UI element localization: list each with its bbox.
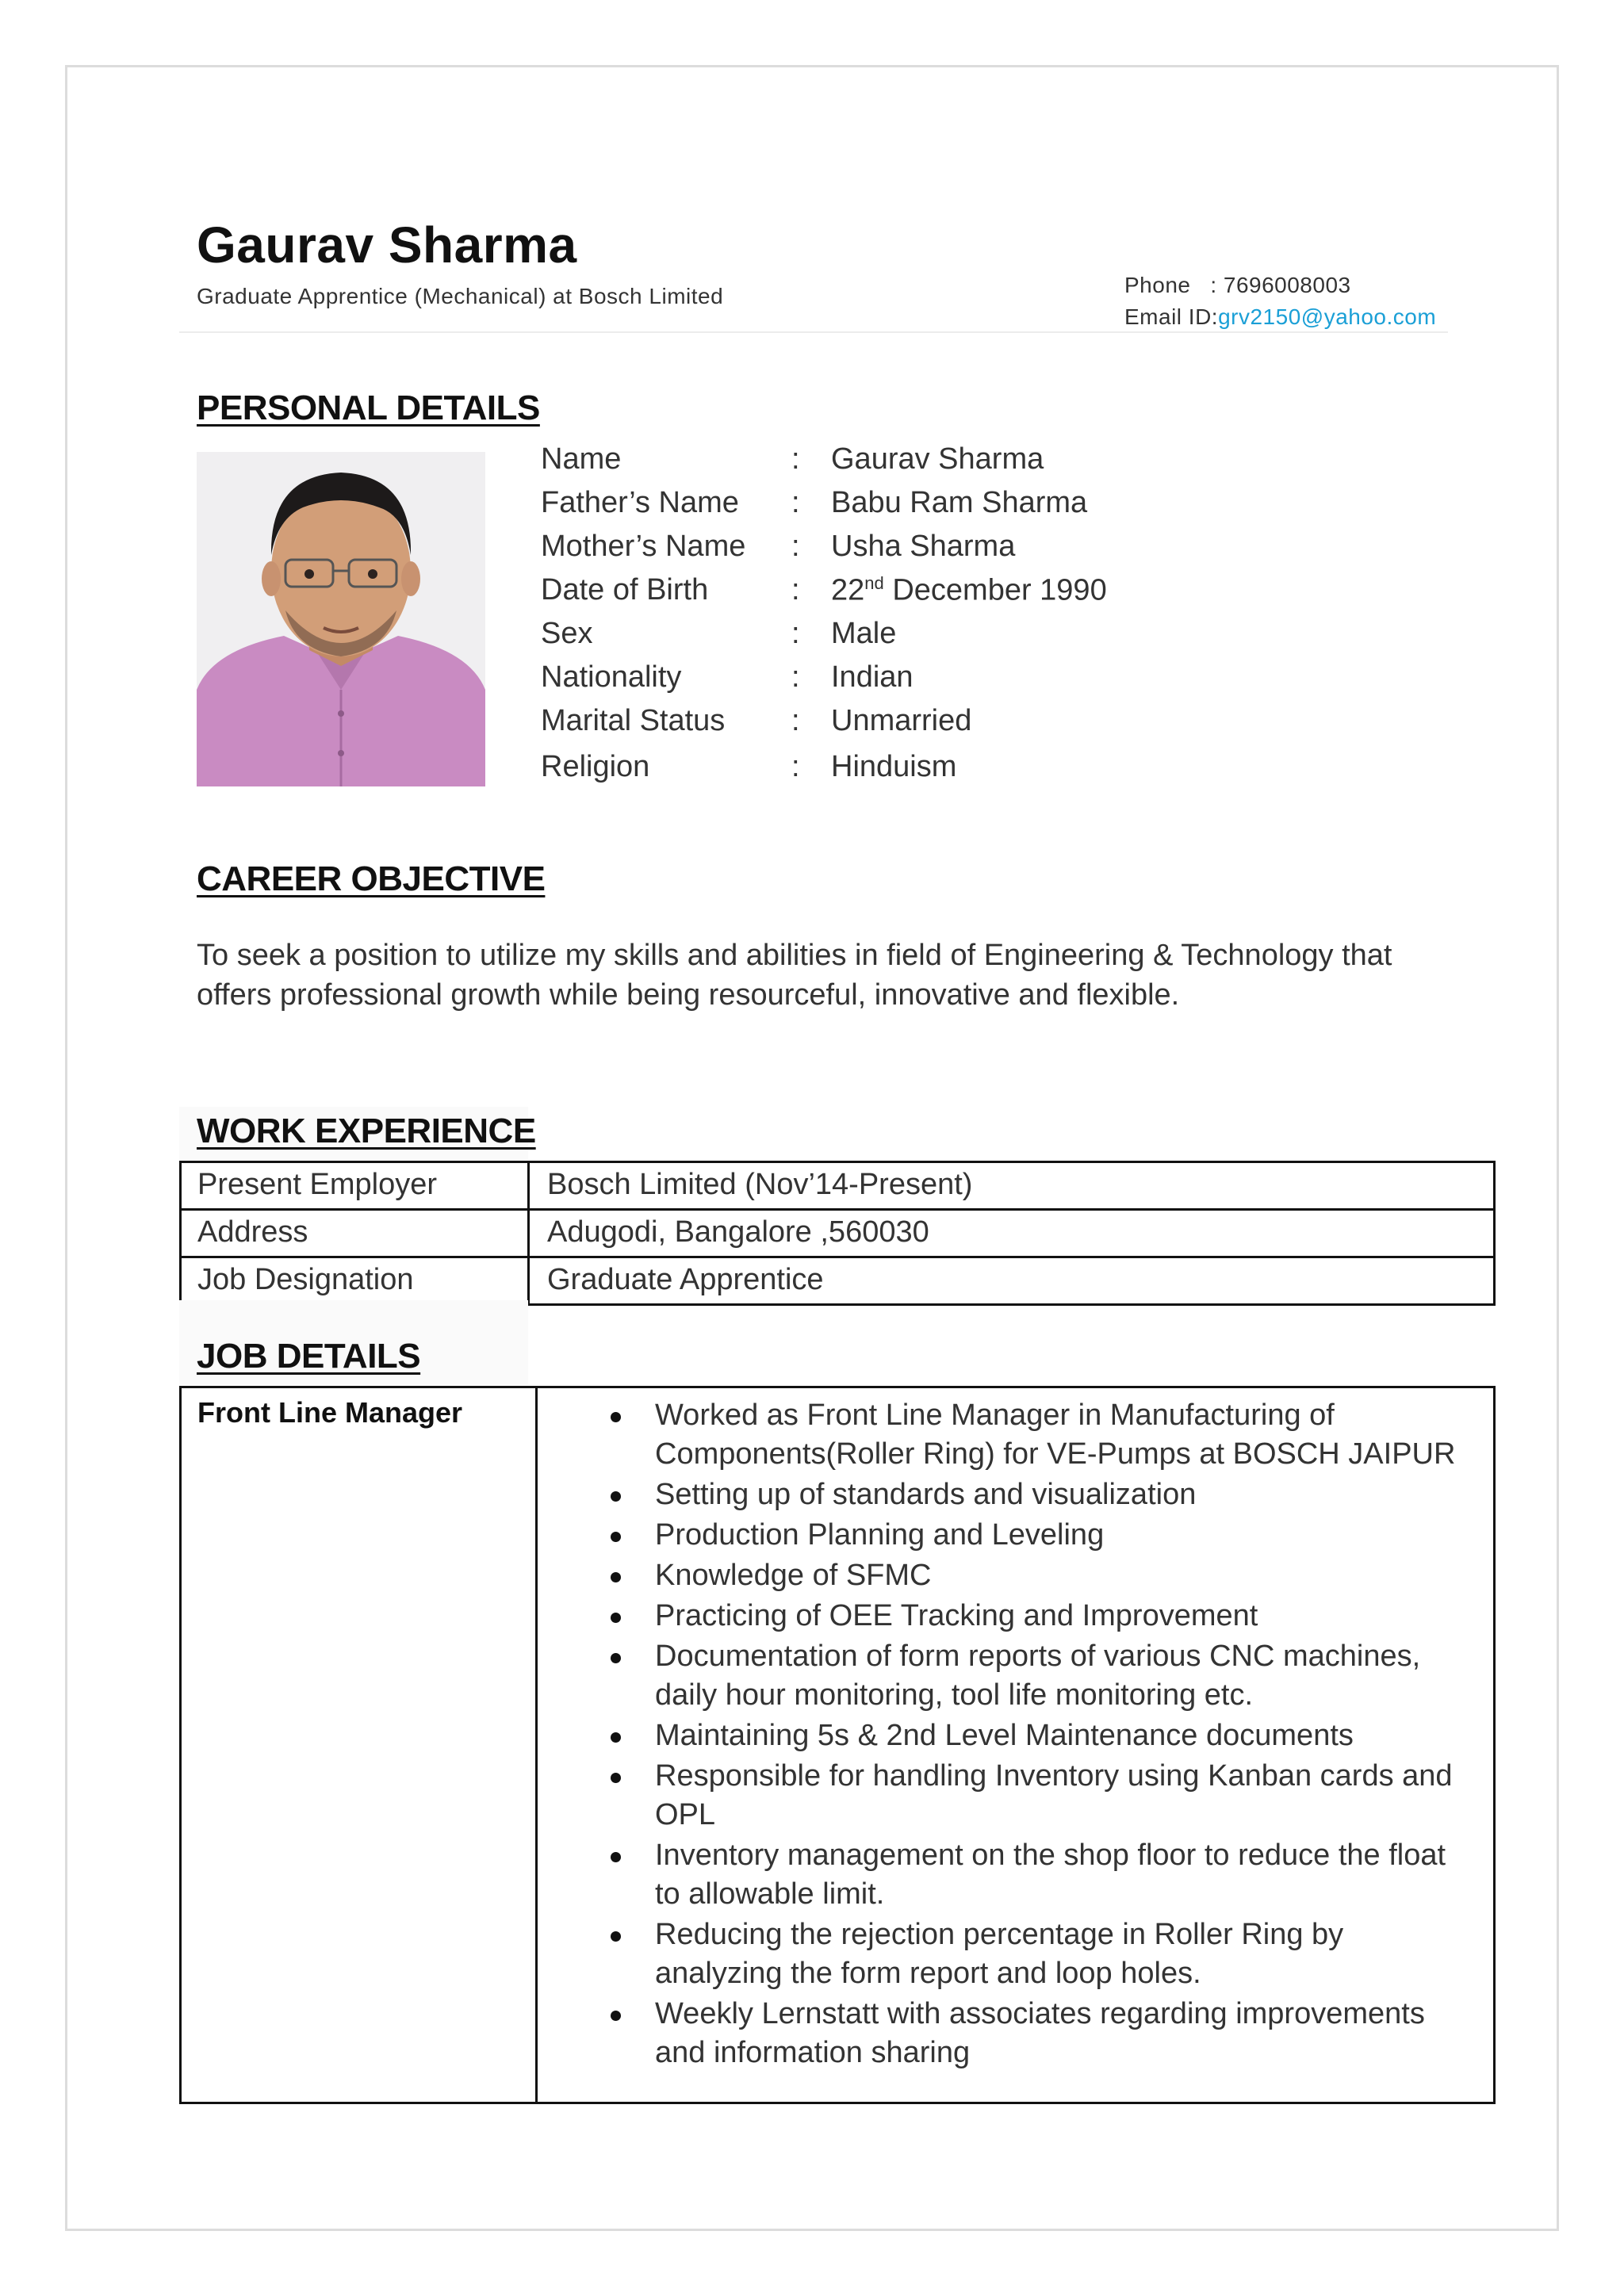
list-item: Responsible for handling Inventory using Kanban cards and OPL: [655, 1757, 1477, 1835]
job-responsibilities-cell: [537, 1387, 1495, 2103]
row-separator: :: [791, 486, 800, 519]
row-key: Religion: [541, 750, 650, 783]
job-details-table: [179, 1386, 1496, 2104]
list-item: Documentation of form reports of various CNC machines, daily hour monitoring, tool life monitoring etc.: [655, 1637, 1477, 1715]
list-item: Inventory management on the shop floor to reduce the float to allowable limit.: [655, 1836, 1477, 1914]
list-item: Setting up of standards and visualization: [655, 1475, 1477, 1514]
list-item: Production Planning and Leveling: [655, 1516, 1477, 1555]
row-separator: :: [791, 750, 800, 783]
row-key: Father’s Name: [541, 486, 739, 519]
list-item: Worked as Front Line Manager in Manufacturing of Components(Roller Ring) for VE-Pumps at BOSCH JAIPUR: [655, 1396, 1477, 1474]
row-key: Name: [541, 442, 622, 476]
work-experience-table: [179, 1161, 1496, 1306]
dob-day: 22: [831, 573, 865, 607]
row-key: Marital Status: [541, 704, 726, 737]
personal-details-heading: PERSONAL DETAILS: [197, 388, 540, 427]
row-key: Nationality: [541, 660, 682, 694]
profile-photo: [197, 452, 485, 786]
table-row: [181, 1387, 1495, 2103]
row-value: Babu Ram Sharma: [831, 486, 1088, 519]
email-line: [1124, 301, 1436, 333]
list-item: Practicing of OEE Tracking and Improvement: [655, 1597, 1477, 1636]
row-key: Date of Birth: [541, 573, 709, 607]
job-details-heading: JOB DETAILS: [197, 1337, 421, 1376]
row-separator: :: [791, 530, 800, 563]
list-item: Maintaining 5s & 2nd Level Maintenance documents: [655, 1716, 1477, 1755]
row-value: Unmarried: [831, 704, 972, 737]
table-cell-label: Job Designation: [181, 1257, 529, 1305]
contact-block: [1124, 270, 1436, 333]
responsibilities-list: [538, 1396, 1477, 2072]
list-item: Reducing the rejection percentage in Roller Ring by analyzing the form report and loop holes.: [655, 1915, 1477, 1993]
candidate-name: Gaurav Sharma: [197, 216, 577, 274]
row-separator: :: [791, 573, 800, 607]
row-value: [831, 573, 1107, 608]
table-row: [181, 1257, 1495, 1305]
row-value: Indian: [831, 660, 914, 694]
career-objective-heading: CAREER OBJECTIVE: [197, 859, 546, 898]
header-divider: [179, 331, 1448, 333]
dob-rest: December 1990: [883, 573, 1107, 607]
row-separator: :: [791, 660, 800, 694]
career-objective-text: To seek a position to utilize my skills and abilities in field of Engineering & Technology that offers professional growth while being resourceful, innovative and flexible.: [197, 939, 1392, 1012]
row-value: Gaurav Sharma: [831, 442, 1044, 476]
phone-line: [1124, 270, 1436, 301]
row-separator: :: [791, 617, 800, 650]
row-value: Usha Sharma: [831, 530, 1016, 563]
list-item: Knowledge of SFMC: [655, 1556, 1477, 1595]
email-link[interactable]: grv2150@yahoo.com: [1218, 304, 1437, 329]
table-cell-label: Present Employer: [181, 1162, 529, 1210]
email-label: Email ID:: [1124, 304, 1219, 329]
table-cell-value: Bosch Limited (Nov’14-Present): [529, 1162, 1495, 1210]
job-role-cell: Front Line Manager: [181, 1387, 537, 2103]
phone-label: Phone: [1124, 273, 1191, 297]
row-separator: :: [791, 442, 800, 476]
table-row: [181, 1210, 1495, 1257]
candidate-subtitle: Graduate Apprentice (Mechanical) at Bosch Limited: [197, 284, 724, 308]
phone-number: 7696008003: [1223, 273, 1351, 297]
table-cell-label: Address: [181, 1210, 529, 1257]
phone-separator: :: [1210, 273, 1217, 297]
dob-suffix: nd: [864, 573, 884, 593]
row-key: Mother’s Name: [541, 530, 746, 563]
table-cell-value: Graduate Apprentice: [529, 1257, 1495, 1305]
table-row: [181, 1162, 1495, 1210]
work-experience-heading: WORK EXPERIENCE: [197, 1112, 536, 1150]
table-cell-value: Adugodi, Bangalore ,560030: [529, 1210, 1495, 1257]
row-value: Hinduism: [831, 750, 957, 783]
row-key: Sex: [541, 617, 593, 650]
list-item: Weekly Lernstatt with associates regarding improvements and information sharing: [655, 1995, 1477, 2072]
row-separator: :: [791, 704, 800, 737]
row-value: Male: [831, 617, 897, 650]
portrait-illustration: [197, 452, 485, 786]
